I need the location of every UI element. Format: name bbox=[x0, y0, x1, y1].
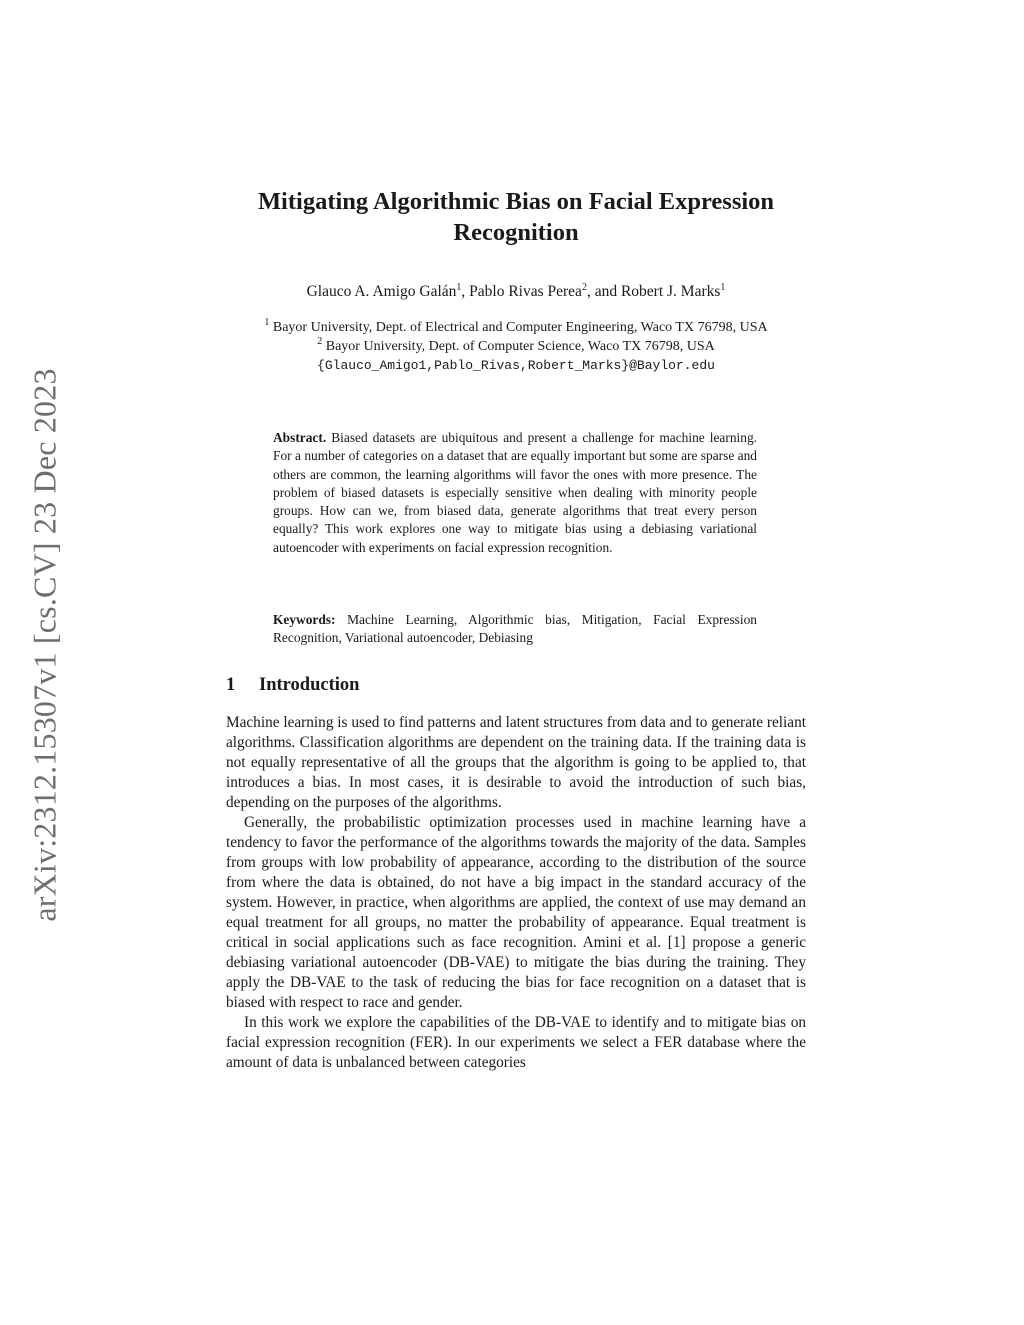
paragraph: Generally, the probabilistic optimization processes used in machine learning have a tendency to favor the performance of the algorithms towards the majority of the data. Samples from groups with low probability of appearance, according to the distribution of the source from where the data is obtained, do not have a big impact in the standard accuracy of the system. However, in practice, when algorithms are applied, the context of use may demand an equal treatment for all groups, no matter the probability of appearance. Equal treatment is critical in social applications such as face recognition. Amini et al. [1] propose a generic debiasing variational autoencoder (DB-VAE) to mitigate the bias during the training. They apply the DB-VAE to the task of reducing the bias for face recognition on a dataset that is biased with respect to race and gender. bbox=[226, 814, 806, 1011]
affiliation-1 bbox=[226, 318, 806, 337]
author-name: Robert J. Marks bbox=[620, 283, 721, 300]
author-emails: {Glauco_Amigo1,Pablo_Rivas,Robert_Marks}@Baylor.edu bbox=[317, 358, 715, 373]
arxiv-sidebar-stamp bbox=[0, 350, 90, 940]
author-affiliation-mark: 1 bbox=[720, 282, 726, 293]
author-separator: , and bbox=[586, 283, 621, 300]
author-name: Pablo Rivas Perea bbox=[469, 283, 582, 300]
keywords-text: Machine Learning, Algorithmic bias, Mitigation, Facial Expression Recognition, Variational autoencoder, Debiasing bbox=[273, 612, 757, 646]
keywords-label: Keywords: bbox=[273, 612, 336, 627]
affiliation-text: Bayor University, Dept. of Computer Science, Waco TX 76798, USA bbox=[325, 339, 715, 354]
author-list bbox=[226, 283, 806, 301]
affiliations bbox=[226, 318, 806, 375]
paragraph: Machine learning is used to find patterns and latent structures from data and to generate reliant algorithms. Classification algorithms are dependent on the training data. If the training data is not equally representative of all the groups that the algorithm is going to be applied to, that introduces a bias. In most cases, it is desirable to avoid the introduction of such bias, depending on the purposes of the algorithms. bbox=[226, 714, 806, 811]
affiliation-mark: 1 bbox=[264, 317, 270, 328]
section-body bbox=[226, 713, 806, 1073]
paper-title: Mitigating Algorithmic Bias on Facial Expression Recognition bbox=[257, 188, 775, 246]
paragraph: In this work we explore the capabilities of the DB-VAE to identify and to mitigate bias on facial expression recognition (FER). In our experiments we select a FER database where the amount of data is unbalanced between categories bbox=[226, 1014, 806, 1071]
affiliation-mark: 2 bbox=[317, 336, 323, 347]
affiliation-2 bbox=[226, 337, 806, 356]
abstract-label: Abstract. bbox=[273, 430, 327, 445]
author-affiliation-mark: 2 bbox=[581, 282, 587, 293]
affiliation-text: Bayor University, Dept. of Electrical and Computer Engineering, Waco TX 76798, USA bbox=[272, 320, 768, 335]
keywords bbox=[273, 611, 757, 648]
author-separator: , bbox=[461, 283, 470, 300]
section-number: 1 bbox=[226, 675, 236, 695]
author-affiliation-mark: 1 bbox=[456, 282, 462, 293]
author-name: Glauco A. Amigo Galán bbox=[306, 283, 457, 300]
section-heading bbox=[226, 675, 806, 696]
arxiv-identifier: arXiv:2312.15307v1 [cs.CV] 23 Dec 2023 bbox=[26, 368, 63, 922]
abstract bbox=[273, 429, 757, 557]
abstract-text: Biased datasets are ubiquitous and present a challenge for machine learning. For a number of categories on a dataset that are equally important but some are sparse and others are common, the learning algorithms will favor the ones with more presence. The problem of biased datasets is especially sensitive when dealing with minority people groups. How can we, from biased data, generate algorithms that treat every person equally? This work explores one way to mitigate bias using a debiasing variational autoencoder with experiments on facial expression recognition. bbox=[273, 430, 757, 555]
section-title: Introduction bbox=[259, 675, 360, 695]
